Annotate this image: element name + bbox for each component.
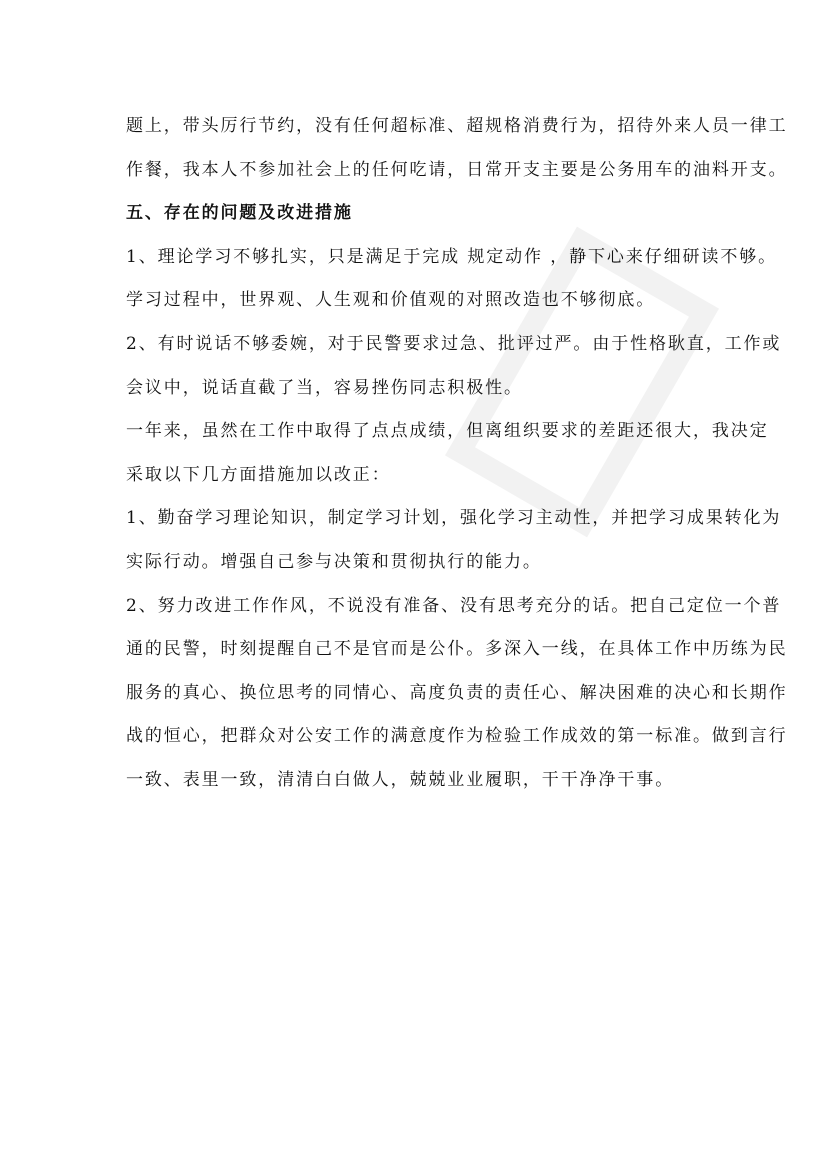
text-line: 通的民警，时刻提醒自己不是官而是公仆。多深入一线，在具体工作中历练为民 [126,639,788,660]
text-line: 题上，带头厉行节约，没有任何超标准、超规格消费行为，招待外来人员一律工 [126,116,788,136]
text-line: 采取以下几方面措施加以改正： [126,464,391,485]
document-body [126,112,788,810]
text-line: 服务的真心、换位思考的同情心、高度负责的责任心、解决困难的决心和长期作 [126,682,788,703]
text-line: 一年来，虽然在工作中取得了点点成绩，但离组织要求的差距还很大，我决定 [126,421,769,442]
text-line: 2、有时说话不够委婉，对于民警要求过急、批评过严。由于性格耿直，工作或 [126,333,782,354]
text-line: 1、理论学习不够扎实，只是满足于完成 规定动作 ，静下心来仔细研读不够。 [126,246,778,267]
text-line: 学习过程中，世界观、人生观和价值观的对照改造也不够彻底。 [126,290,656,311]
text-line: 一致、表里一致，清清白白做人，兢兢业业履职，干干净净干事。 [126,769,675,790]
section-heading: 五、存在的问题及改进措施 [126,203,353,224]
text-line: 会议中，说话直截了当，容易挫伤同志积极性。 [126,377,523,398]
text-line: 作餐，我本人不参加社会上的任何吃请，日常开支主要是公务用车的油料开支。 [126,159,788,180]
text-line: 2、努力改进工作作风，不说没有准备、没有思考充分的话。把自己定位一个普 [126,595,782,616]
text-line: 战的恒心，把群众对公安工作的满意度作为检验工作成效的第一标准。做到言行 [126,726,788,747]
text-line: 实际行动。增强自己参与决策和贯彻执行的能力。 [126,551,542,572]
text-line: 1、勤奋学习理论知识，制定学习计划，强化学习主动性，并把学习成果转化为 [126,508,782,529]
